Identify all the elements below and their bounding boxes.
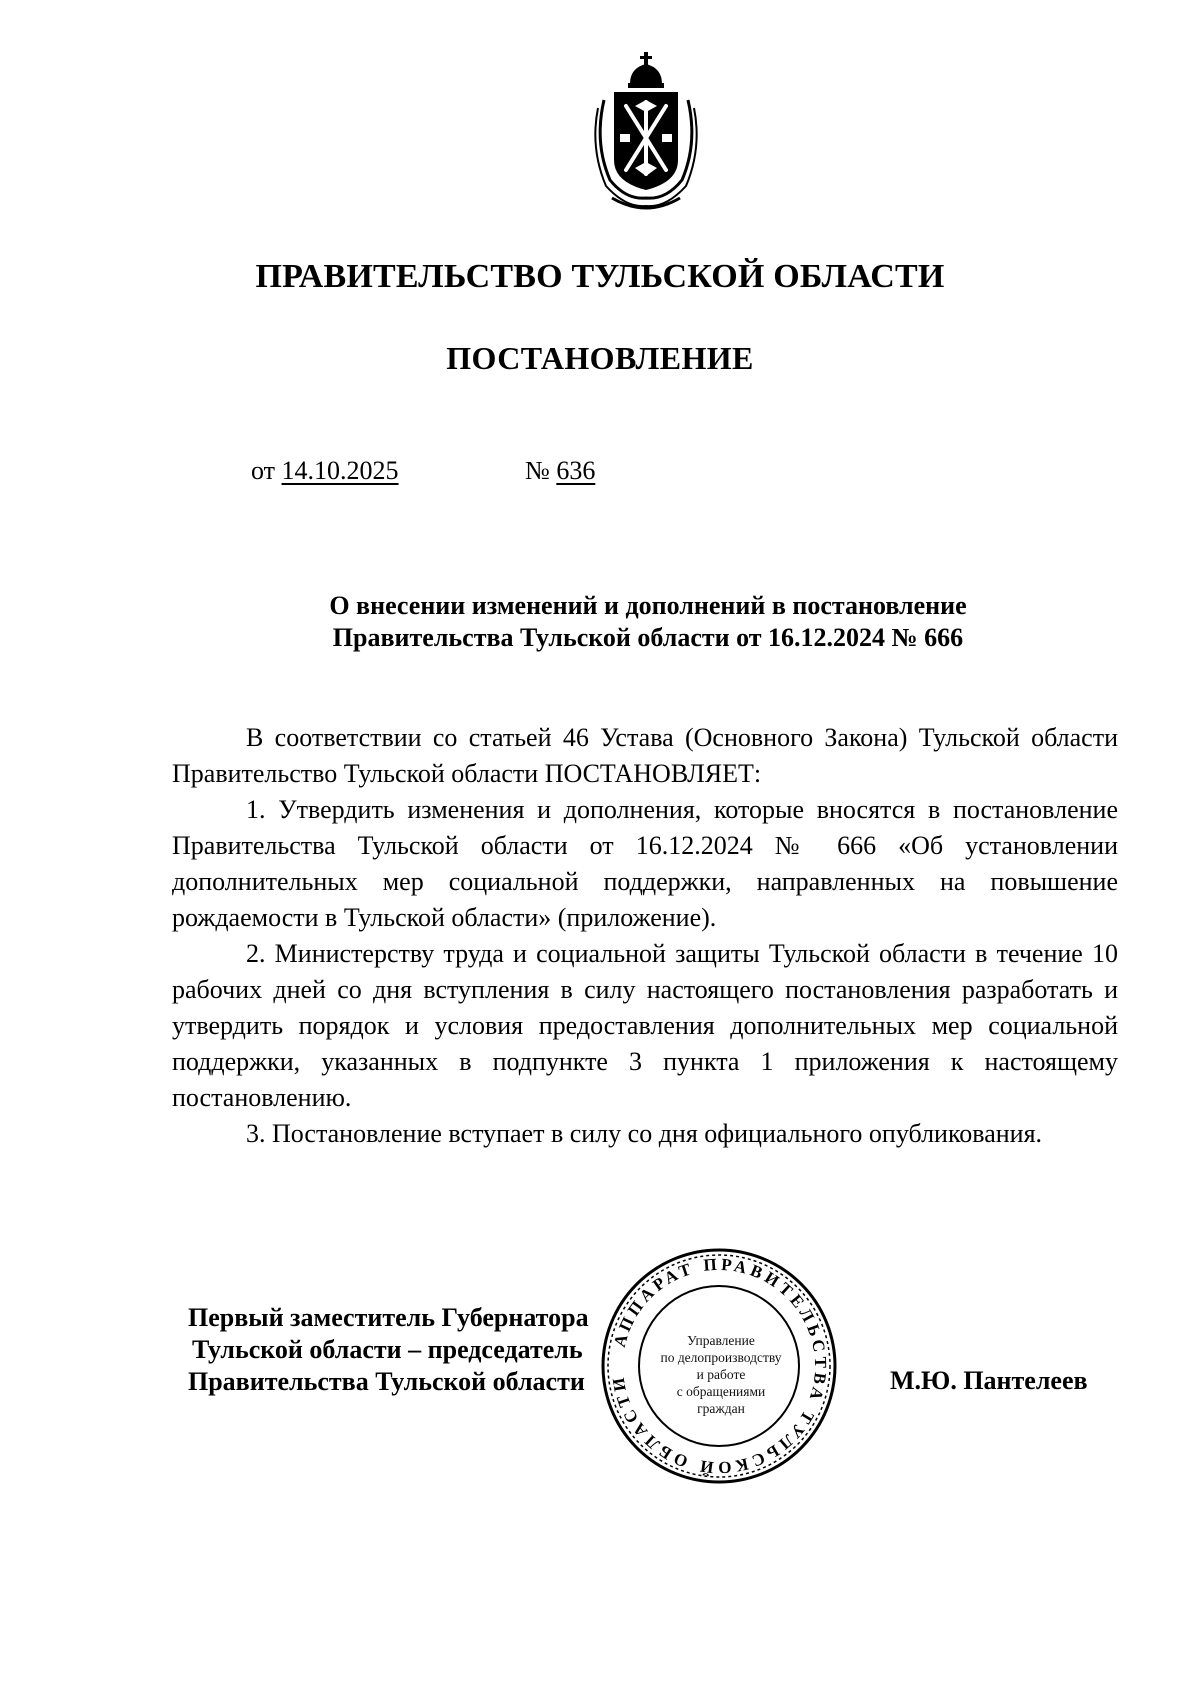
- organization-name: ПРАВИТЕЛЬСТВО ТУЛЬСКОЙ ОБЛАСТИ: [255, 258, 945, 295]
- stamp-line-5: граждан: [697, 1401, 745, 1416]
- number-prefix: №: [525, 456, 550, 485]
- date-prefix: от: [251, 456, 276, 485]
- document-type: ПОСТАНОВЛЕНИЕ: [446, 340, 754, 376]
- document-body: [172, 720, 1118, 1152]
- item-1-paragraph: 1. Утвердить изменения и дополнения, которые вносятся в постановление Правительства Тульской области от 16.12.2024 № 666 «Об установлении дополнительных мер социальной поддержки, направленных на повышение рождаемости в Тульской области» (приложение).: [172, 795, 1118, 932]
- position-line-2: Тульской области – председатель: [192, 1335, 583, 1364]
- document-title: [0, 590, 1200, 654]
- document-number: [525, 456, 595, 486]
- coat-of-arms-emblem: [590, 48, 702, 213]
- stamp-line-4: с обращениями: [676, 1384, 766, 1399]
- date-value: 14.10.2025: [281, 456, 399, 485]
- signatory-position: [188, 1302, 589, 1398]
- title-line-2: Правительства Тульской области от 16.12.2024 № 666: [332, 623, 964, 652]
- item-2-paragraph: 2. Министерству труда и социальной защиты Тульской области в течение 10 рабочих дней со дня вступления в силу настоящего постановления разработать и утвердить порядок и условия предоставления дополнительных мер социальной поддержки, указанных в подпункте 3 пункта 1 приложения к настоящему постановлению.: [172, 939, 1118, 1112]
- document-date: [251, 456, 399, 486]
- preamble-paragraph: В соответствии со статьей 46 Устава (Основного Закона) Тульской области Правительство Тульской области ПОСТАНОВЛЯЕТ:: [172, 723, 1118, 788]
- position-line-1: Первый заместитель Губернатора: [188, 1303, 589, 1332]
- number-value: 636: [556, 456, 596, 485]
- title-line-1: О внесении изменений и дополнений в постановление: [329, 591, 967, 620]
- signatory-name: М.Ю. Пантелеев: [890, 1366, 1088, 1395]
- stamp-line-1: Управление: [687, 1333, 755, 1348]
- stamp-line-2: по делопроизводству: [660, 1350, 782, 1365]
- stamp-ring-text: АППАРАТ ПРАВИТЕЛЬСТВА ТУЛЬСКОЙ ОБЛАСТИ: [608, 1254, 831, 1478]
- stamp-line-3: и работе: [696, 1367, 746, 1382]
- position-line-3: Правительства Тульской области: [188, 1367, 585, 1396]
- item-3-paragraph: 3. Постановление вступает в силу со дня официального опубликования.: [246, 1119, 1043, 1148]
- stamp-inner-text: [658, 1332, 784, 1417]
